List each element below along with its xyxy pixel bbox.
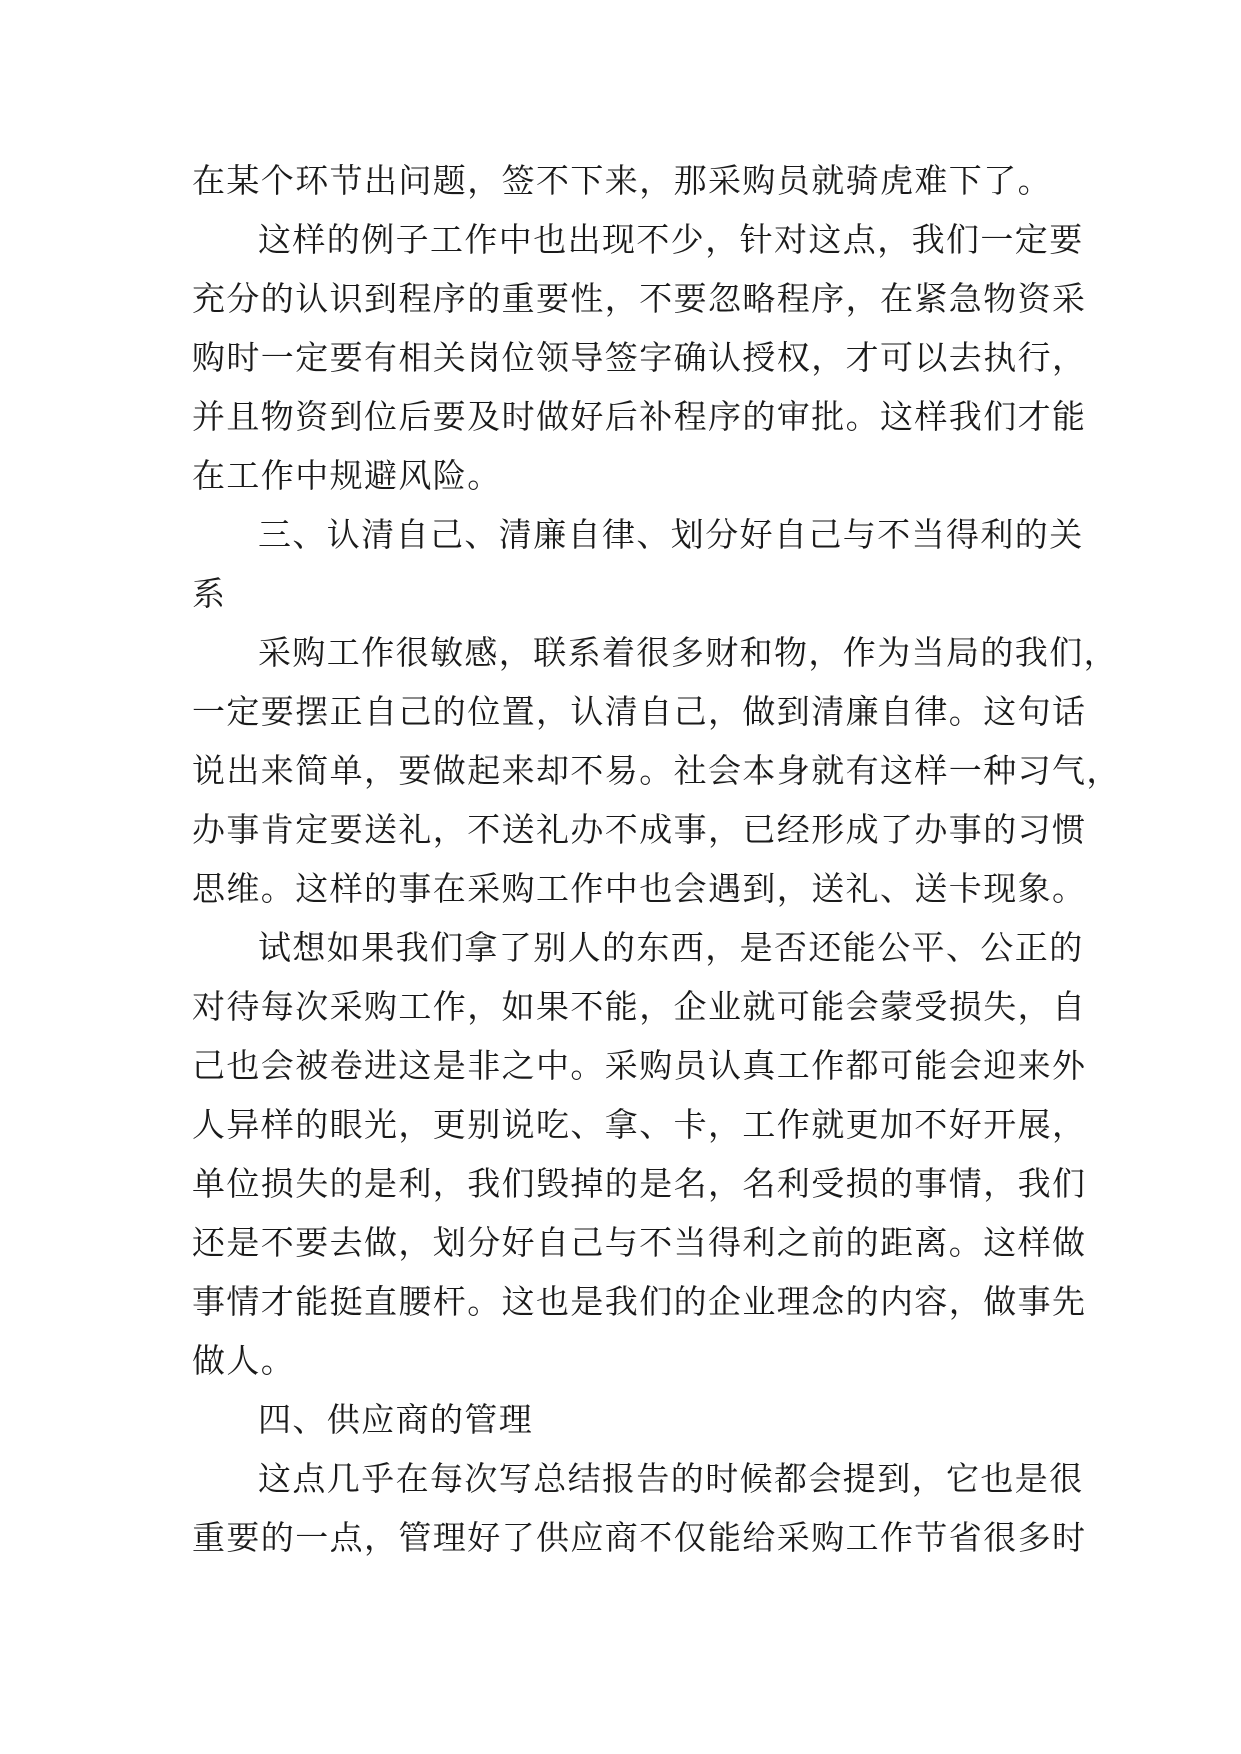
text-line: 充分的认识到程序的重要性，不要忽略程序，在紧急物资采 bbox=[192, 279, 1087, 318]
text-line: 购时一定要有相关岗位领导签字确认授权，才可以去执行， bbox=[192, 338, 1087, 377]
text-line: 采购工作很敏感，联系着很多财和物，作为当局的我们， bbox=[258, 633, 1118, 672]
section-heading-line: 四、供应商的管理 bbox=[258, 1400, 534, 1439]
text-line: 一定要摆正自己的位置，认清自己，做到清廉自律。这句话 bbox=[192, 692, 1087, 731]
text-line: 试想如果我们拿了别人的东西，是否还能公平、公正的 bbox=[258, 928, 1084, 967]
text-line: 对待每次采购工作，如果不能，企业就可能会蒙受损失，自 bbox=[192, 987, 1087, 1026]
text-line: 还是不要去做，划分好自己与不当得利之前的距离。这样做 bbox=[192, 1223, 1087, 1262]
text-line: 并且物资到位后要及时做好后补程序的审批。这样我们才能 bbox=[192, 397, 1087, 436]
text-line: 单位损失的是利，我们毁掉的是名，名利受损的事情，我们 bbox=[192, 1164, 1087, 1203]
text-line: 在某个环节出问题，签不下来，那采购员就骑虎难下了。 bbox=[192, 161, 1052, 200]
text-line: 这样的例子工作中也出现不少，针对这点，我们一定要 bbox=[258, 220, 1084, 259]
text-line: 思维。这样的事在采购工作中也会遇到，送礼、送卡现象。 bbox=[192, 869, 1087, 908]
text-line: 在工作中规避风险。 bbox=[192, 456, 502, 495]
text-line: 人异样的眼光，更别说吃、拿、卡，工作就更加不好开展， bbox=[192, 1105, 1087, 1144]
text-line: 重要的一点，管理好了供应商不仅能给采购工作节省很多时 bbox=[192, 1518, 1087, 1557]
text-line: 这点几乎在每次写总结报告的时候都会提到，它也是很 bbox=[258, 1459, 1084, 1498]
text-line: 说出来简单，要做起来却不易。社会本身就有这样一种习气， bbox=[192, 751, 1121, 790]
text-line: 做人。 bbox=[192, 1341, 296, 1380]
text-line: 事情才能挺直腰杆。这也是我们的企业理念的内容，做事先 bbox=[192, 1282, 1087, 1321]
text-line: 己也会被卷进这是非之中。采购员认真工作都可能会迎来外 bbox=[192, 1046, 1087, 1085]
section-heading-line: 系 bbox=[192, 574, 227, 613]
section-heading-line: 三、认清自己、清廉自律、划分好自己与不当得利的关 bbox=[258, 515, 1084, 554]
text-line: 办事肯定要送礼，不送礼办不成事，已经形成了办事的习惯 bbox=[192, 810, 1087, 849]
